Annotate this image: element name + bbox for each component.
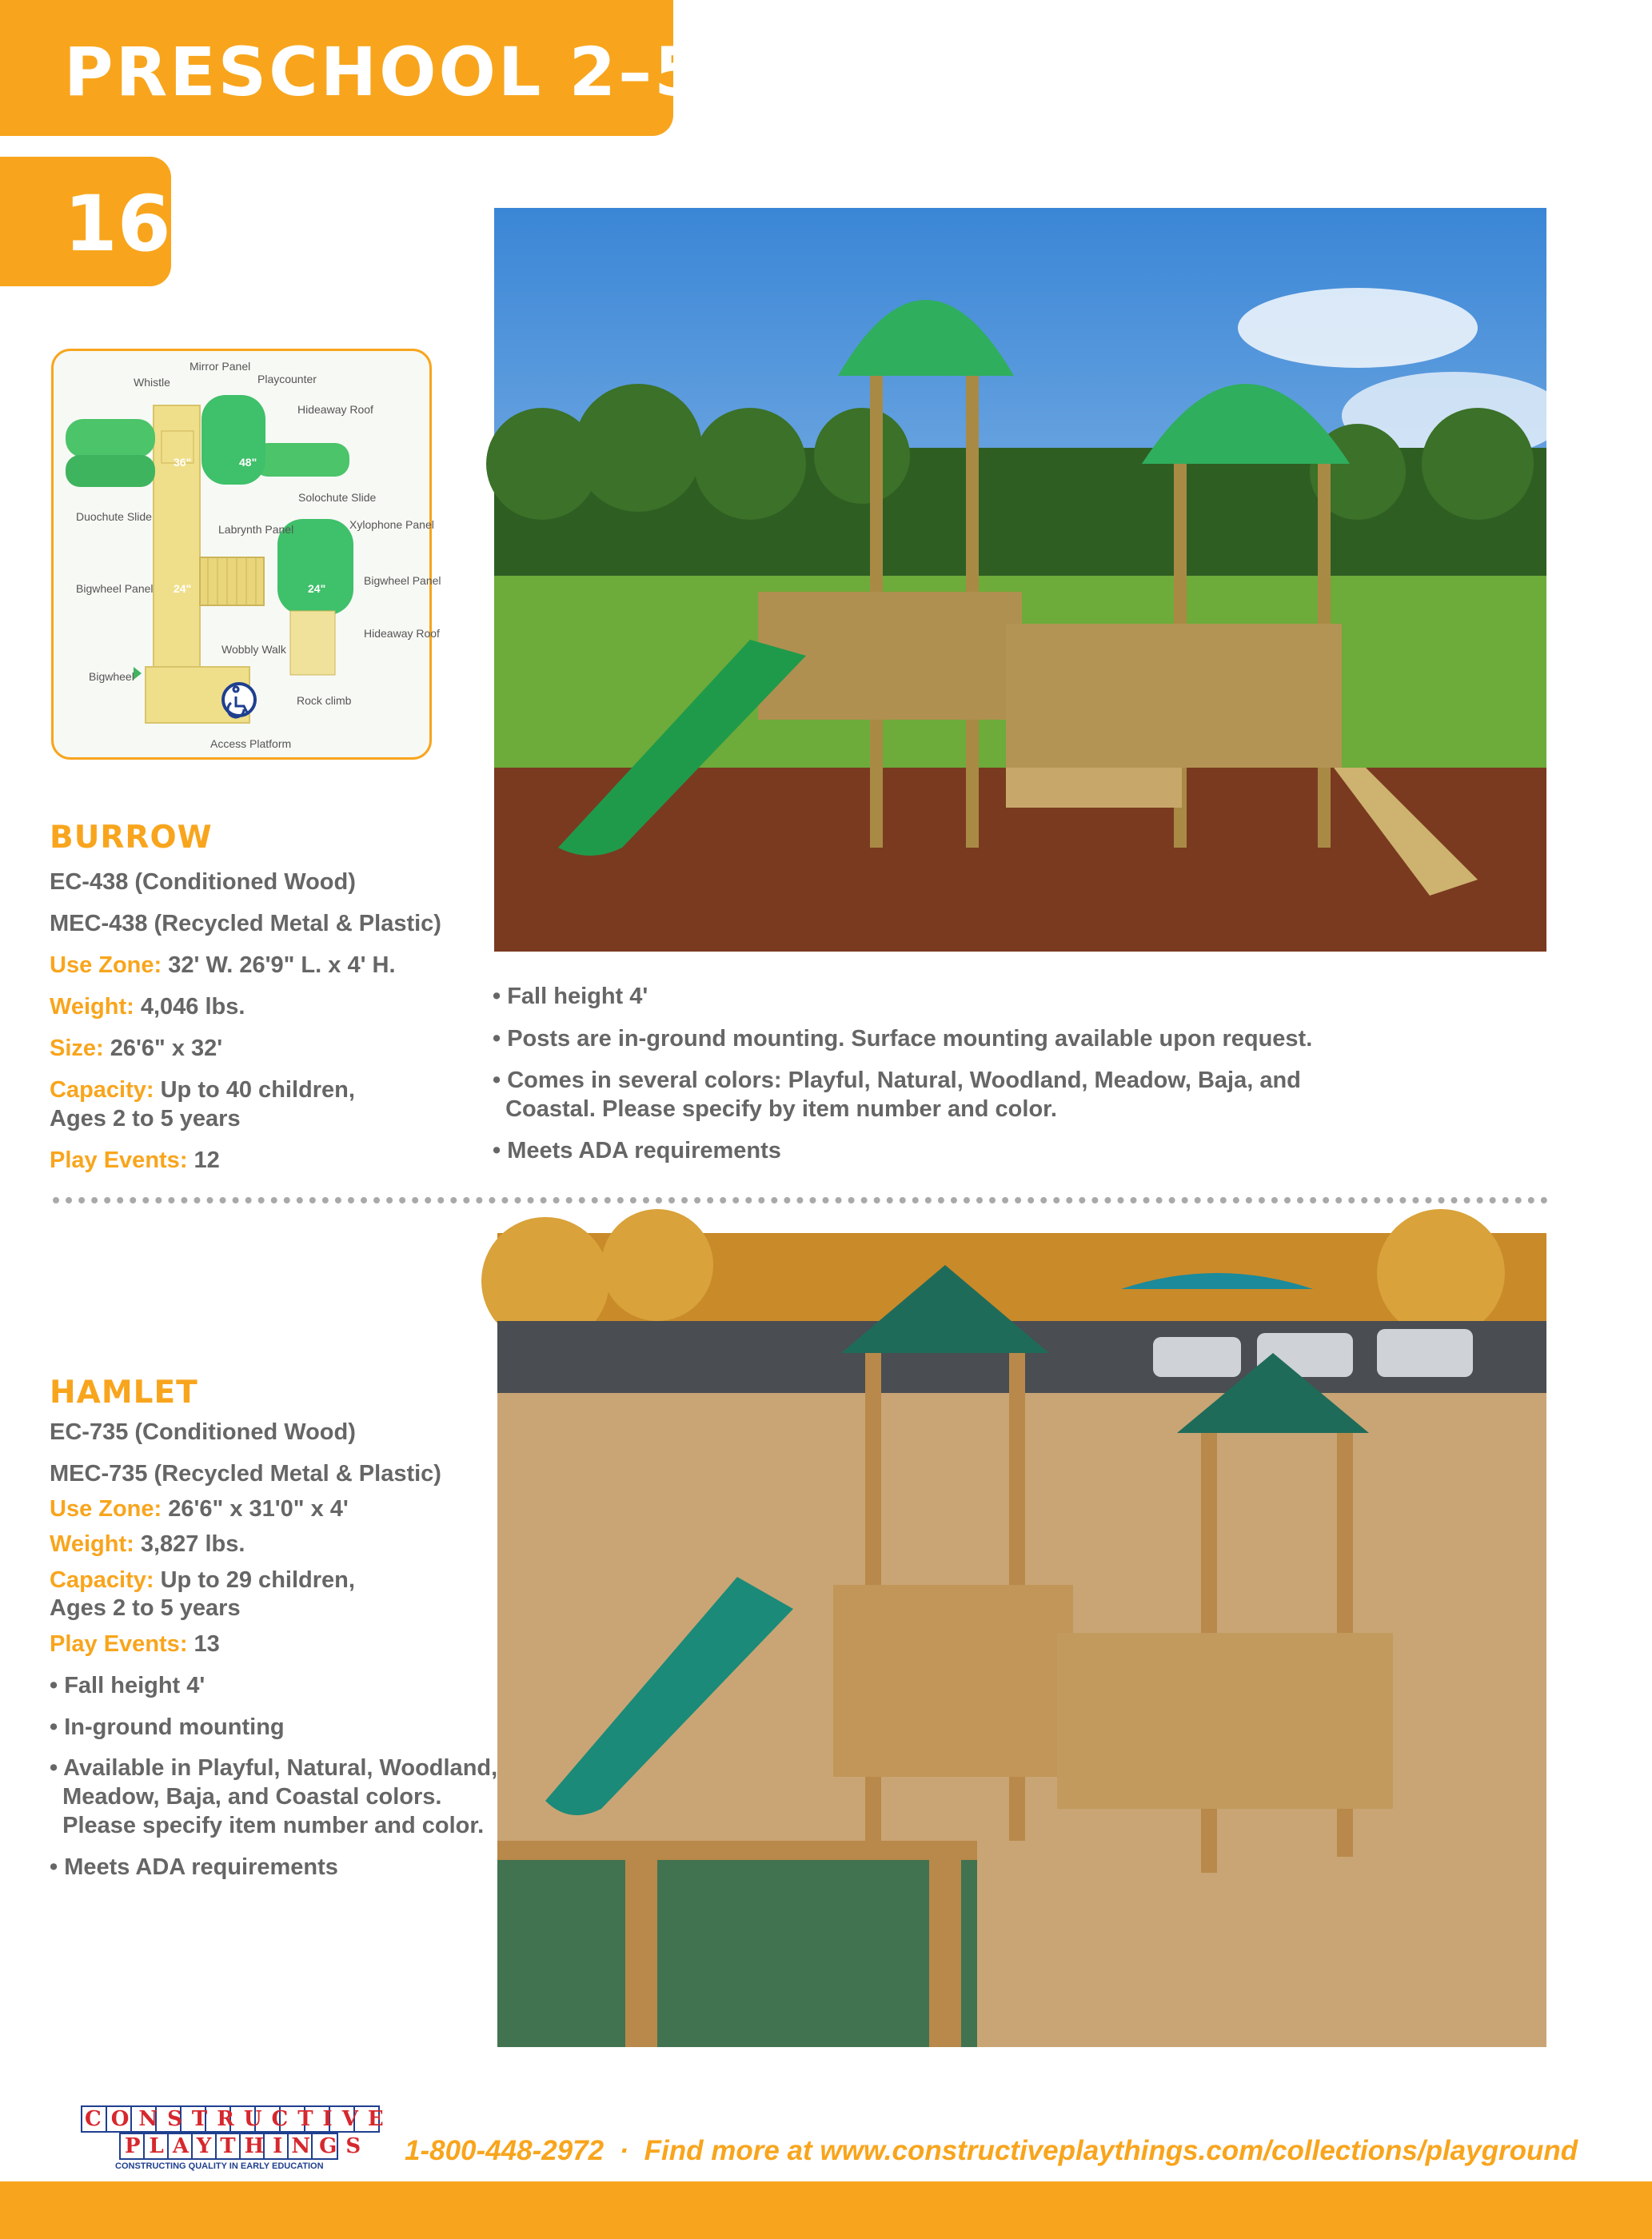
play-events-label: Play Events: bbox=[50, 1147, 188, 1173]
plan-label-rock-climb: Rock climb bbox=[297, 694, 352, 707]
use-zone-value: 32' W. 26'9" L. x 4' H. bbox=[162, 952, 396, 978]
use-zone-label: Use Zone: bbox=[50, 952, 162, 978]
size-label: Size: bbox=[50, 1036, 104, 1061]
plan-label-duochute-slide: Duochute Slide bbox=[76, 510, 152, 523]
plan-label-wobbly-walk: Wobbly Walk bbox=[221, 643, 286, 656]
constructive-playthings-logo[interactable] bbox=[80, 2105, 393, 2173]
burrow-name: BURROW bbox=[50, 820, 213, 856]
burrow-size bbox=[50, 1034, 222, 1063]
hamlet-capacity bbox=[50, 1566, 355, 1594]
burrow-code-wood: EC-438 (Conditioned Wood) bbox=[50, 869, 356, 895]
plan-label-bigwheel-panel-right: Bigwheel Panel bbox=[364, 574, 441, 587]
hamlet-product-photo bbox=[497, 1233, 1546, 2047]
footer-contact-text[interactable]: 1-800-448-2972 · Find more at www.constructiveplaythings.com/collections/playground bbox=[405, 2135, 1578, 2166]
footer-bar bbox=[0, 2181, 1652, 2239]
weight-value: 4,046 lbs. bbox=[134, 994, 245, 1020]
hamlet-use-zone bbox=[50, 1495, 349, 1523]
burrow-code-metal: MEC-438 (Recycled Metal & Plastic) bbox=[50, 911, 441, 936]
hamlet-code-metal: MEC-735 (Recycled Metal & Plastic) bbox=[50, 1461, 441, 1487]
burrow-bullet-fall-height: • Fall height 4' bbox=[493, 984, 648, 1009]
hamlet-bullet-colors: • Available in Playful, Natural, Woodland, bbox=[50, 1755, 498, 1781]
plan-label-bigwheel-panel-left: Bigwheel Panel bbox=[76, 582, 154, 595]
play-events-value: 12 bbox=[187, 1147, 220, 1173]
plan-label-access-platform: Access Platform bbox=[210, 737, 292, 750]
hamlet-capacity-ages: Ages 2 to 5 years bbox=[50, 1595, 241, 1621]
plan-label-labrynth-panel: Labrynth Panel bbox=[218, 523, 294, 536]
burrow-bullet-mounting: • Posts are in-ground mounting. Surface mounting available upon request. bbox=[493, 1026, 1313, 1052]
burrow-capacity bbox=[50, 1076, 355, 1104]
plan-label-mirror-panel: Mirror Panel bbox=[190, 360, 251, 373]
weight-value: 3,827 lbs. bbox=[134, 1531, 245, 1557]
burrow-bullet-colors-cont: Coastal. Please specify by item number and color. bbox=[493, 1096, 1057, 1122]
plan-deck-24-right: 24" bbox=[308, 582, 326, 595]
weight-label: Weight: bbox=[50, 1531, 134, 1557]
hamlet-play-events bbox=[50, 1630, 220, 1658]
plan-label-hideaway-roof: Hideaway Roof bbox=[297, 403, 373, 416]
burrow-play-events bbox=[50, 1146, 220, 1175]
section-title: PRESCHOOL 2–5 bbox=[64, 33, 704, 111]
hamlet-bullet-colors-cont: Meadow, Baja, and Coastal colors. bbox=[50, 1784, 442, 1810]
burrow-bullet-colors: • Comes in several colors: Playful, Natural, Woodland, Meadow, Baja, and bbox=[493, 1068, 1301, 1093]
size-value: 26'6" x 32' bbox=[103, 1036, 223, 1061]
burrow-capacity-ages: Ages 2 to 5 years bbox=[50, 1106, 241, 1131]
section-divider bbox=[53, 1197, 1548, 1203]
capacity-label: Capacity: bbox=[50, 1077, 154, 1103]
plan-label-solochute-slide: Solochute Slide bbox=[298, 491, 377, 504]
burrow-weight bbox=[50, 992, 245, 1021]
plan-label-whistle: Whistle bbox=[134, 376, 170, 389]
hamlet-photo-illustration bbox=[497, 1233, 1546, 2047]
hamlet-code-wood: EC-735 (Conditioned Wood) bbox=[50, 1419, 356, 1445]
plan-deck-36: 36" bbox=[174, 456, 192, 469]
burrow-plan-diagram bbox=[51, 349, 441, 760]
logo-line-1: CONSTRUCTIVE bbox=[85, 2107, 393, 2131]
hamlet-bullet-colors-cont2: Please specify item number and color. bbox=[50, 1813, 485, 1838]
burrow-bullet-ada: • Meets ADA requirements bbox=[493, 1138, 781, 1163]
play-events-value: 13 bbox=[187, 1631, 220, 1657]
play-events-label: Play Events: bbox=[50, 1631, 188, 1657]
logo-tagline: CONSTRUCTING QUALITY IN EARLY EDUCATION bbox=[115, 2161, 324, 2171]
use-zone-value: 26'6" x 31'0" x 4' bbox=[162, 1496, 349, 1522]
hamlet-bullet-ada: • Meets ADA requirements bbox=[50, 1854, 338, 1880]
plan-label-hideaway-roof-2: Hideaway Roof bbox=[364, 627, 440, 640]
burrow-use-zone bbox=[50, 951, 396, 980]
weight-label: Weight: bbox=[50, 994, 134, 1020]
plan-label-playcounter: Playcounter bbox=[257, 373, 317, 385]
burrow-product-photo bbox=[494, 208, 1546, 952]
hamlet-bullet-fall-height: • Fall height 4' bbox=[50, 1673, 206, 1698]
plan-deck-48: 48" bbox=[239, 456, 257, 469]
plan-label-bigwheel: Bigwheel bbox=[89, 670, 134, 683]
hamlet-weight bbox=[50, 1530, 245, 1559]
plan-deck-24-left: 24" bbox=[174, 582, 192, 595]
hamlet-bullet-mounting: • In-ground mounting bbox=[50, 1714, 285, 1740]
page-number: 16 bbox=[64, 179, 171, 269]
capacity-value: Up to 29 children, bbox=[154, 1567, 355, 1593]
hamlet-name: HAMLET bbox=[50, 1375, 198, 1411]
logo-line-2: PLAYTHINGS bbox=[125, 2134, 370, 2158]
use-zone-label: Use Zone: bbox=[50, 1496, 162, 1522]
capacity-label: Capacity: bbox=[50, 1567, 154, 1593]
burrow-photo-illustration bbox=[494, 208, 1546, 952]
plan-label-xylophone-panel: Xylophone Panel bbox=[349, 518, 434, 531]
capacity-value: Up to 40 children, bbox=[154, 1077, 355, 1103]
